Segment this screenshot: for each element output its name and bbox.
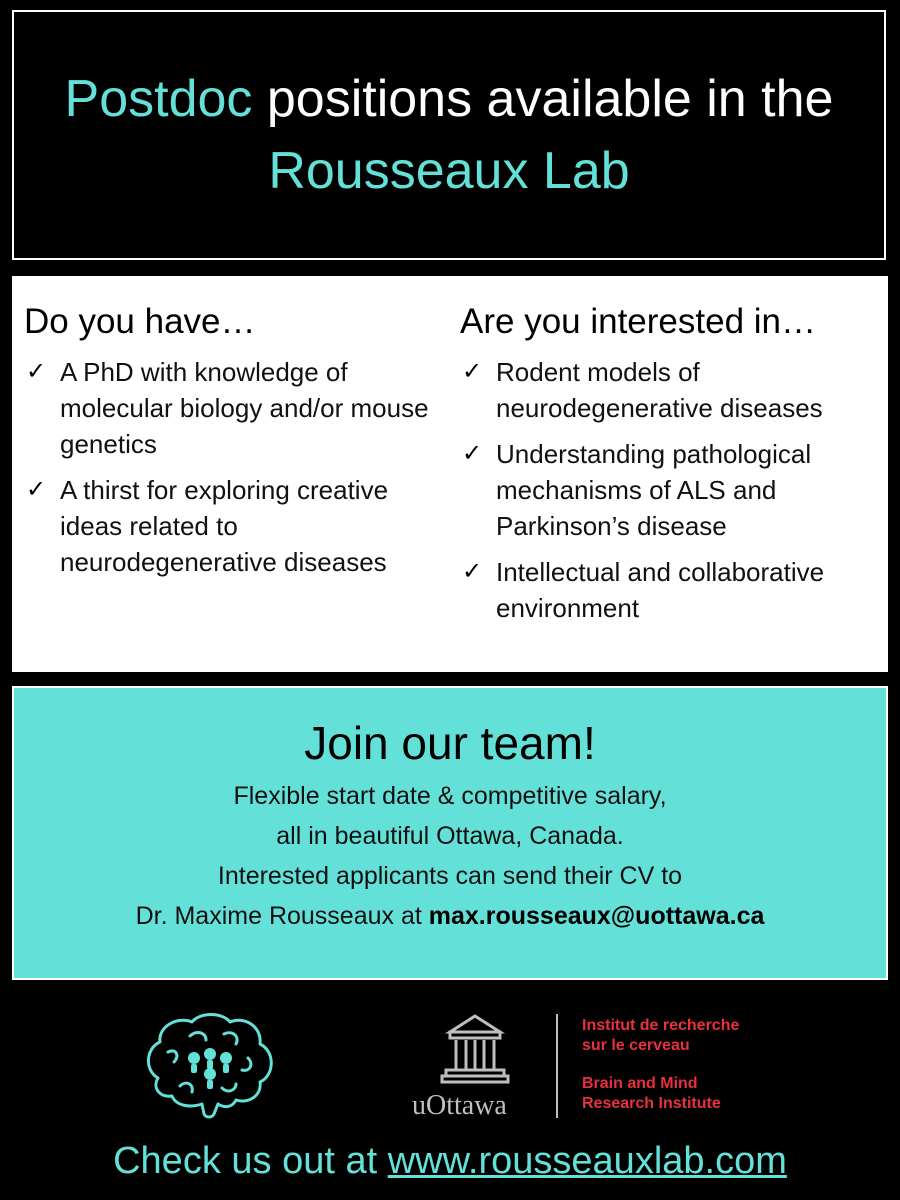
- list-item-text: Intellectual and collaborative environment: [496, 557, 825, 623]
- list-item: [460, 554, 888, 626]
- list-item-text: A thirst for exploring creative ideas related to neurodegenerative diseases: [60, 475, 389, 577]
- contact-prefix: Dr. Maxime Rousseaux at: [135, 902, 429, 930]
- list-item: [460, 354, 888, 426]
- list-item: [460, 436, 888, 544]
- check-icon: ✓: [26, 476, 47, 503]
- title-middle: positions available in the: [252, 70, 834, 128]
- list-item: [24, 354, 454, 462]
- building-icon: [400, 1010, 550, 1090]
- uottawa-wordmark: uOttawa: [412, 1090, 507, 1121]
- header-box: [12, 10, 886, 260]
- list-item-text: Understanding pathological mechanisms of ALS and Parkinson’s disease: [496, 439, 812, 541]
- list-item: [24, 472, 454, 580]
- institute-fr-line-2: sur le cerveau: [582, 1037, 690, 1054]
- title-accent-postdoc: Postdoc: [64, 70, 253, 128]
- join-line-2: all in beautiful Ottawa, Canada.: [276, 822, 624, 850]
- join-panel: [12, 686, 888, 980]
- footer-prefix: Check us out at: [113, 1140, 388, 1182]
- list-item-text: A PhD with knowledge of molecular biology and/or mouse genetics: [60, 357, 429, 459]
- join-line-3: Interested applicants can send their CV to: [217, 862, 683, 890]
- join-line-4: [14, 904, 886, 929]
- left-list: [24, 354, 454, 580]
- website-link[interactable]: www.rousseauxlab.com: [387, 1140, 787, 1182]
- left-column: [24, 302, 454, 590]
- institute-en-line-2: Research Institute: [582, 1095, 721, 1112]
- list-item-text: Rodent models of neurodegenerative diseases: [496, 357, 823, 423]
- right-list: [460, 354, 888, 626]
- check-icon: ✓: [462, 558, 483, 585]
- institute-fr-line-1: Institut de recherche: [582, 1017, 740, 1034]
- check-icon: ✓: [462, 358, 483, 385]
- uottawa-logo: [400, 1010, 550, 1122]
- join-line-1: Flexible start date & competitive salary,: [233, 782, 667, 810]
- page-title: [39, 63, 859, 207]
- check-icon: ✓: [462, 440, 483, 467]
- footer: [0, 1140, 900, 1183]
- logo-divider: [556, 1014, 558, 1118]
- join-title: Join our team!: [304, 717, 596, 769]
- brain-logo-icon: [140, 1008, 280, 1120]
- left-heading: Do you have…: [24, 302, 256, 341]
- check-icon: ✓: [26, 358, 47, 385]
- email-link[interactable]: max.rousseaux@uottawa.ca: [428, 902, 765, 930]
- right-heading: Are you interested in…: [460, 302, 817, 341]
- title-accent-lab: Rousseaux Lab: [268, 142, 630, 200]
- right-column: [460, 302, 888, 636]
- institute-en-line-1: Brain and Mind: [582, 1075, 698, 1092]
- institute-logo: [582, 1016, 739, 1114]
- requirements-panel: [12, 276, 888, 672]
